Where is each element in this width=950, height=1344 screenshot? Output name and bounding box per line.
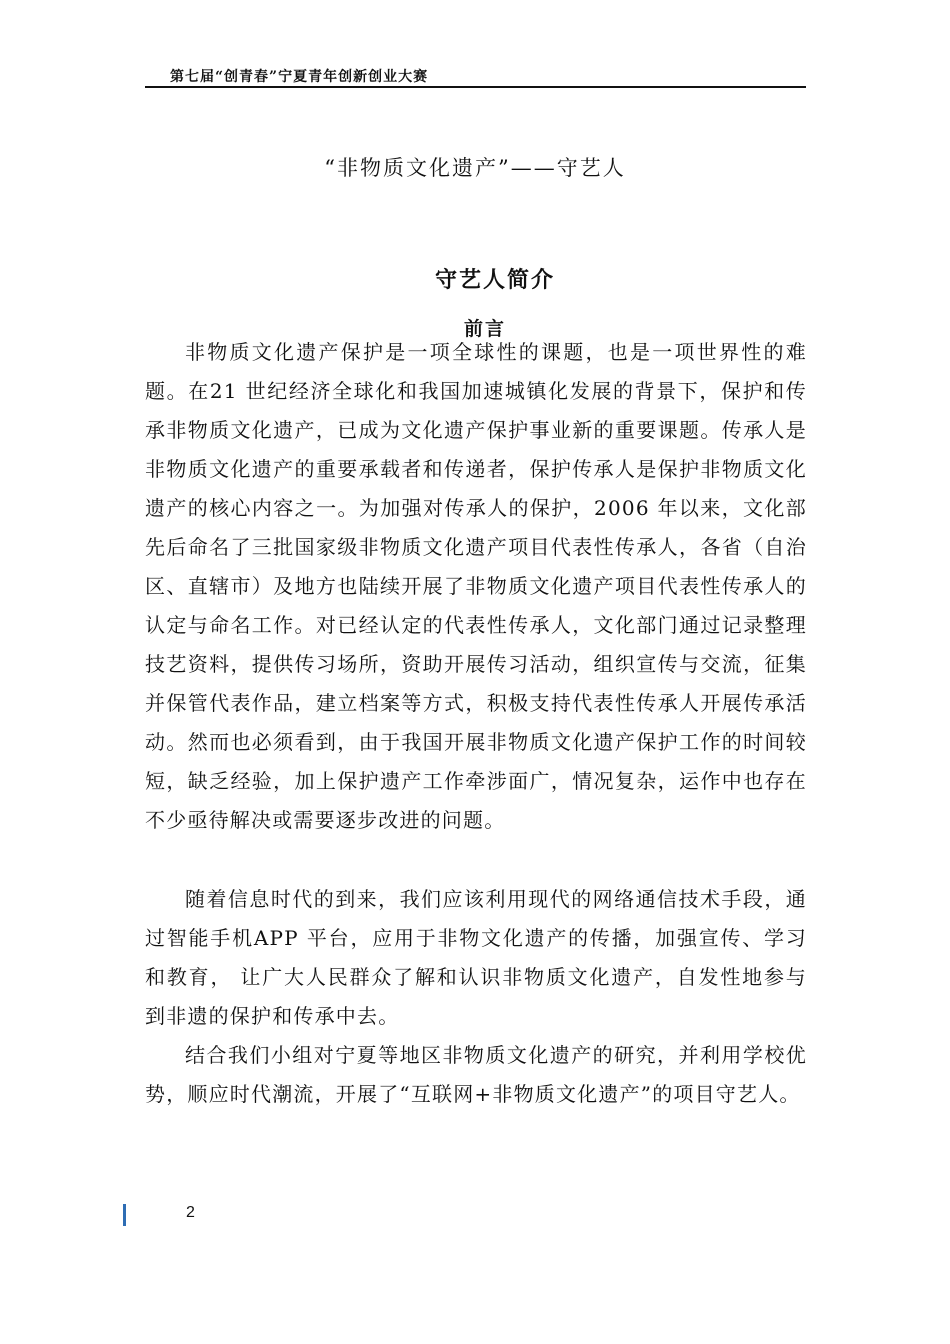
section-title: 守艺人简介: [434, 267, 555, 293]
paragraph-1: 非物质文化遗产保护是一项全球性的课题，也是一项世界性的难题。在21 世纪经济全球化和我国加速城镇化发展的背景下，保护和传承非物质文化遗产，已成为文化遗产保护事业新的重要课题。传承人是非物质文化遗产的重要承载者和传递者，保护传承人是保护非物质文化遗产的核心内容之一。为加强对传承人的保护，2006 年以来，文化部先后命名了三批国家级非物质文化遗产项目代表性传承人，各省（自治区、直辖市）及地方也陆续开展了非物质文化遗产项目代表性传承人的认定与命名工作。对已经认定的代表性传承人，文化部门通过记录整理技艺资料，提供传习场所，资助开展传习活动，组织宣传与交流，征集并保管代表作品，建立档案等方式，积极支持代表性传承人开展传承活动。然而也必须看到，由于我国开展非物质文化遗产保护工作的时间较短，缺乏经验，加上保护遗产工作牵涉面广，情况复杂，运作中也存在不少亟待解决或需要逐步改进的问题。: [145, 340, 807, 832]
footer-accent-bar: [123, 1204, 126, 1226]
subsection-title: 前言: [463, 318, 506, 340]
document-title: “非物质文化遗产”——守艺人: [324, 156, 626, 180]
running-header: 第七届“创青春”宁夏青年创新创业大赛: [170, 69, 429, 85]
header-divider: [145, 86, 806, 88]
page-number: 2: [186, 1204, 195, 1221]
paragraph-3: 结合我们小组对宁夏等地区非物质文化遗产的研究，并利用学校优势，顺应时代潮流，开展了“互联网+非物质文化遗产”的项目守艺人。: [145, 1043, 807, 1106]
paragraph-2: 随着信息时代的到来，我们应该利用现代的网络通信技术手段，通过智能手机APP 平台，应用于非物文化遗产的传播，加强宣传、学习和教育， 让广大人民群众了解和认识非物质文化遗产，自发性地参与到非遗的保护和传承中去。: [145, 887, 807, 1028]
